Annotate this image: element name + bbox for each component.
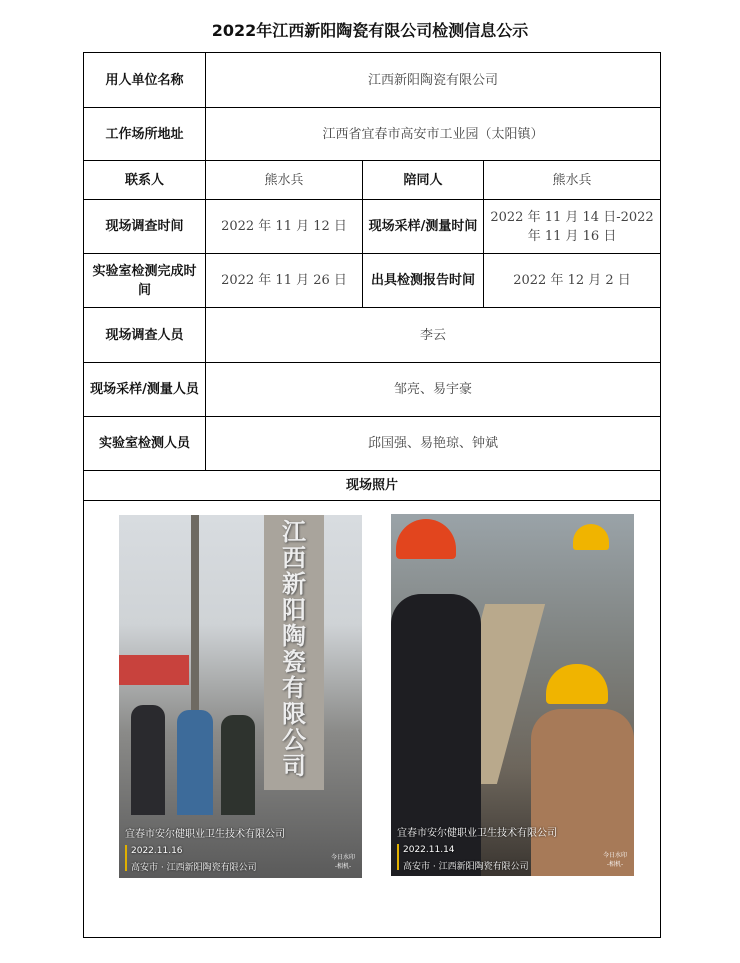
- escort-label: 陪同人: [363, 161, 484, 200]
- escort-value: 熊水兵: [484, 161, 661, 200]
- person: [131, 705, 165, 815]
- sampling-time-value: 2022 年 11 月 14 日-2022 年 11 月 16 日: [484, 200, 661, 254]
- photo-company: 宜春市安尔健职业卫生技术有限公司: [397, 828, 557, 839]
- hard-hat: [546, 664, 608, 704]
- sampler-label: 现场采样/测量人员: [84, 363, 206, 417]
- pole: [191, 515, 199, 715]
- address-label: 工作场所地址: [84, 108, 206, 161]
- photo-date: 2022.11.14: [403, 845, 455, 855]
- hard-hat: [573, 524, 609, 550]
- photo-company: 宜春市安尔健职业卫生技术有限公司: [125, 829, 285, 840]
- lab-staff-label: 实验室检测人员: [84, 417, 206, 471]
- watermark-stamp: 今日水印 -相机-: [330, 854, 355, 870]
- contact-label: 联系人: [84, 161, 206, 200]
- accent-bar: [125, 845, 127, 871]
- person: [177, 710, 213, 815]
- employer-label: 用人单位名称: [84, 53, 206, 108]
- site-photo-gate: [119, 515, 362, 878]
- photo-location: 高安市 · 江西新阳陶瓷有限公司: [403, 862, 529, 872]
- watermark-stamp: 今日水印 -相机-: [602, 852, 627, 868]
- sampling-time-label: 现场采样/测量时间: [363, 200, 484, 254]
- red-banner: [119, 655, 189, 685]
- report-time-label: 出具检测报告时间: [363, 254, 484, 308]
- surveyor-value: 李云: [206, 308, 661, 363]
- lab-time-value: 2022 年 11 月 26 日: [206, 254, 363, 308]
- photo-location: 高安市 · 江西新阳陶瓷有限公司: [131, 863, 257, 873]
- hard-hat: [396, 519, 456, 559]
- photos-label: 现场照片: [84, 471, 661, 501]
- contact-value: 熊水兵: [206, 161, 363, 200]
- lab-time-label: 实验室检测完成时间: [84, 254, 206, 308]
- accent-bar: [397, 844, 399, 870]
- photo-date: 2022.11.16: [131, 846, 183, 856]
- survey-time-value: 2022 年 11 月 12 日: [206, 200, 363, 254]
- person: [221, 715, 255, 815]
- report-time-value: 2022 年 12 月 2 日: [484, 254, 661, 308]
- site-photo-workshop: [391, 514, 634, 876]
- sampler-value: 邹亮、易宇豪: [206, 363, 661, 417]
- surveyor-label: 现场调查人员: [84, 308, 206, 363]
- lab-staff-value: 邱国强、易艳琼、钟斌: [206, 417, 661, 471]
- address-value: 江西省宜春市高安市工业园（太阳镇）: [206, 108, 661, 161]
- page-title: 2022年江西新阳陶瓷有限公司检测信息公示: [211, 21, 529, 40]
- gate-sign: 江西新阳陶瓷有限公司: [282, 517, 306, 780]
- survey-time-label: 现场调查时间: [84, 200, 206, 254]
- employer-value: 江西新阳陶瓷有限公司: [206, 53, 661, 108]
